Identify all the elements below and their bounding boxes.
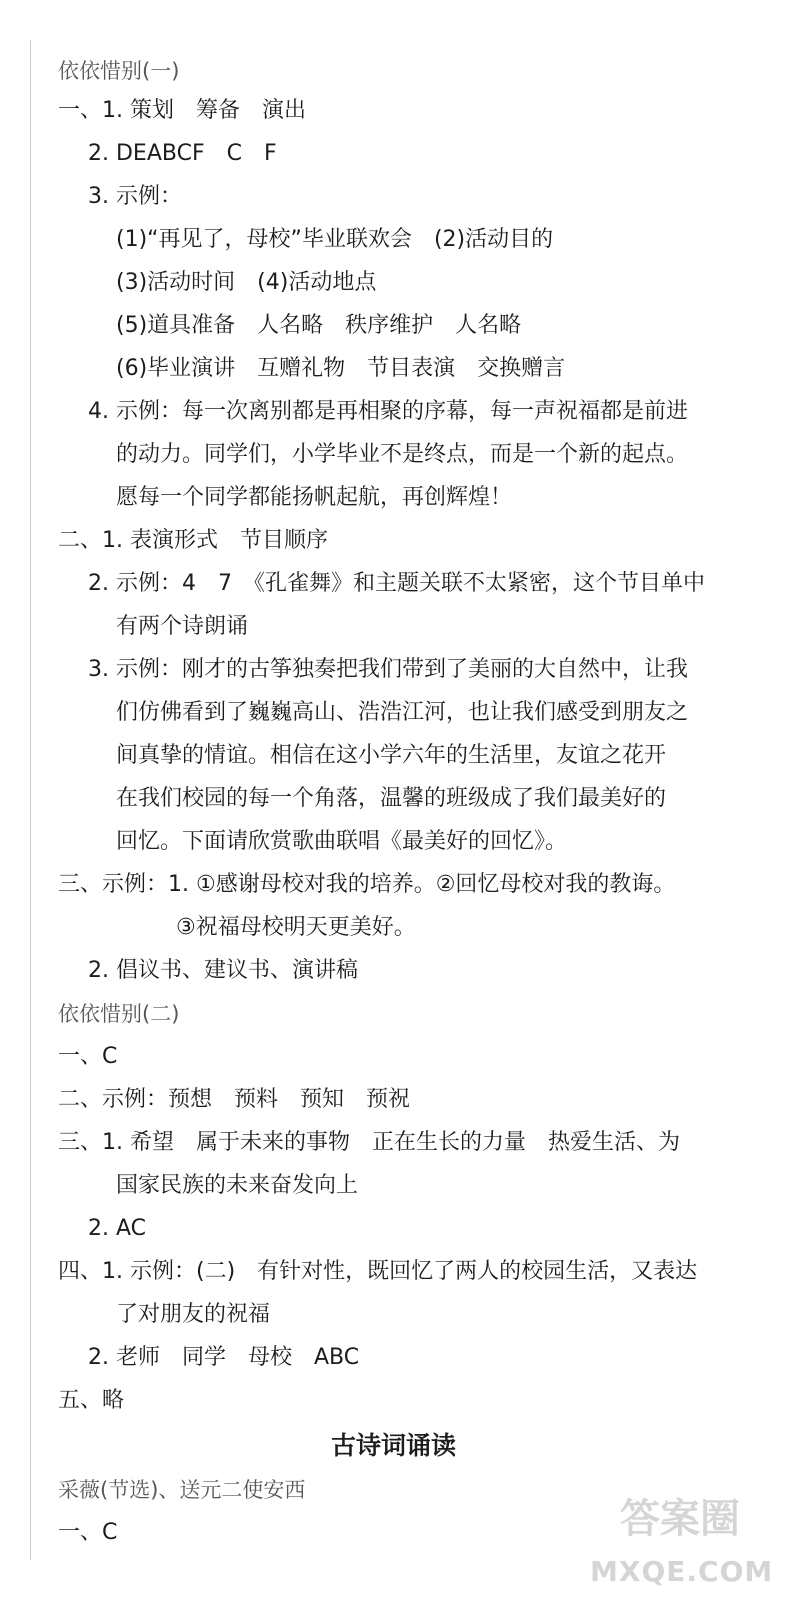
watermark-url: MXQE.COM <box>590 1555 774 1588</box>
watermark-logo-text: 答案圈 <box>620 1496 740 1542</box>
answer-line: 三、1. 希望 属于未来的事物 正在生长的力量 热爱生活、为 <box>58 1130 680 1155</box>
answer-line: 2. AC <box>88 1216 147 1241</box>
section-title: 依依惜别(一) <box>58 59 180 83</box>
margin-line <box>30 40 31 1560</box>
answer-line: 2. DEABCF C F <box>88 141 277 166</box>
answer-line: 一、1. 策划 筹备 演出 <box>58 98 306 123</box>
answer-line: 2. 老师 同学 母校 ABC <box>88 1345 360 1370</box>
answer-line: 二、1. 表演形式 节目顺序 <box>58 528 328 553</box>
answer-line: 间真挚的情谊。相信在这小学六年的生活里，友谊之花开 <box>116 743 667 768</box>
answer-line: 了对朋友的祝福 <box>116 1302 271 1327</box>
chapter-heading: 古诗词诵读 <box>330 1431 456 1460</box>
answer-line: 一、C <box>58 1520 118 1545</box>
answer-line: 愿每一个同学都能扬帆起航，再创辉煌！ <box>116 485 513 510</box>
answer-line: 五、略 <box>58 1388 125 1413</box>
answer-line: 在我们校园的每一个角落，温馨的班级成了我们最美好的 <box>116 786 667 811</box>
answer-line: 3. 示例：刚才的古筝独奏把我们带到了美丽的大自然中，让我 <box>88 657 688 682</box>
answer-line: 4. 示例：每一次离别都是再相聚的序幕，每一声祝福都是前进 <box>88 399 688 424</box>
answer-line: 二、示例：预想 预料 预知 预祝 <box>58 1087 411 1112</box>
answer-line: 三、示例：1. ①感谢母校对我的培养。②回忆母校对我的教诲。 <box>58 872 676 897</box>
answer-line: 2. 倡议书、建议书、演讲稿 <box>88 958 358 983</box>
answer-line: ③祝福母校明天更美好。 <box>176 915 416 940</box>
answer-line: 国家民族的未来奋发向上 <box>116 1173 359 1198</box>
watermark <box>590 1492 774 1597</box>
section-title: 依依惜别(二) <box>58 1002 180 1026</box>
answer-line: 回忆。下面请欣赏歌曲联唱《最美好的回忆》。 <box>116 829 568 854</box>
answer-line: 有两个诗朗诵 <box>116 614 249 639</box>
answer-line: 3. 示例： <box>88 184 182 209</box>
answer-line: 2. 示例：4 7 《孔雀舞》和主题关联不太紧密，这个节目单中 <box>88 571 705 596</box>
answer-line: (5)道具准备 人名略 秩序维护 人名略 <box>116 313 522 338</box>
answer-line: (6)毕业演讲 互赠礼物 节目表演 交换赠言 <box>116 356 566 381</box>
answer-line: (1)“再见了，母校”毕业联欢会 (2)活动目的 <box>116 227 554 252</box>
answer-line: 们仿佛看到了巍巍高山、浩浩江河，也让我们感受到朋友之 <box>116 700 689 725</box>
answer-line: (3)活动时间 (4)活动地点 <box>116 270 377 295</box>
section-title: 采薇(节选)、送元二使安西 <box>58 1478 306 1502</box>
answer-line: 一、C <box>58 1044 118 1069</box>
answer-line: 的动力。同学们，小学毕业不是终点，而是一个新的起点。 <box>116 442 689 467</box>
answer-line: 四、1. 示例：(二) 有针对性，既回忆了两人的校园生活，又表达 <box>58 1259 698 1284</box>
